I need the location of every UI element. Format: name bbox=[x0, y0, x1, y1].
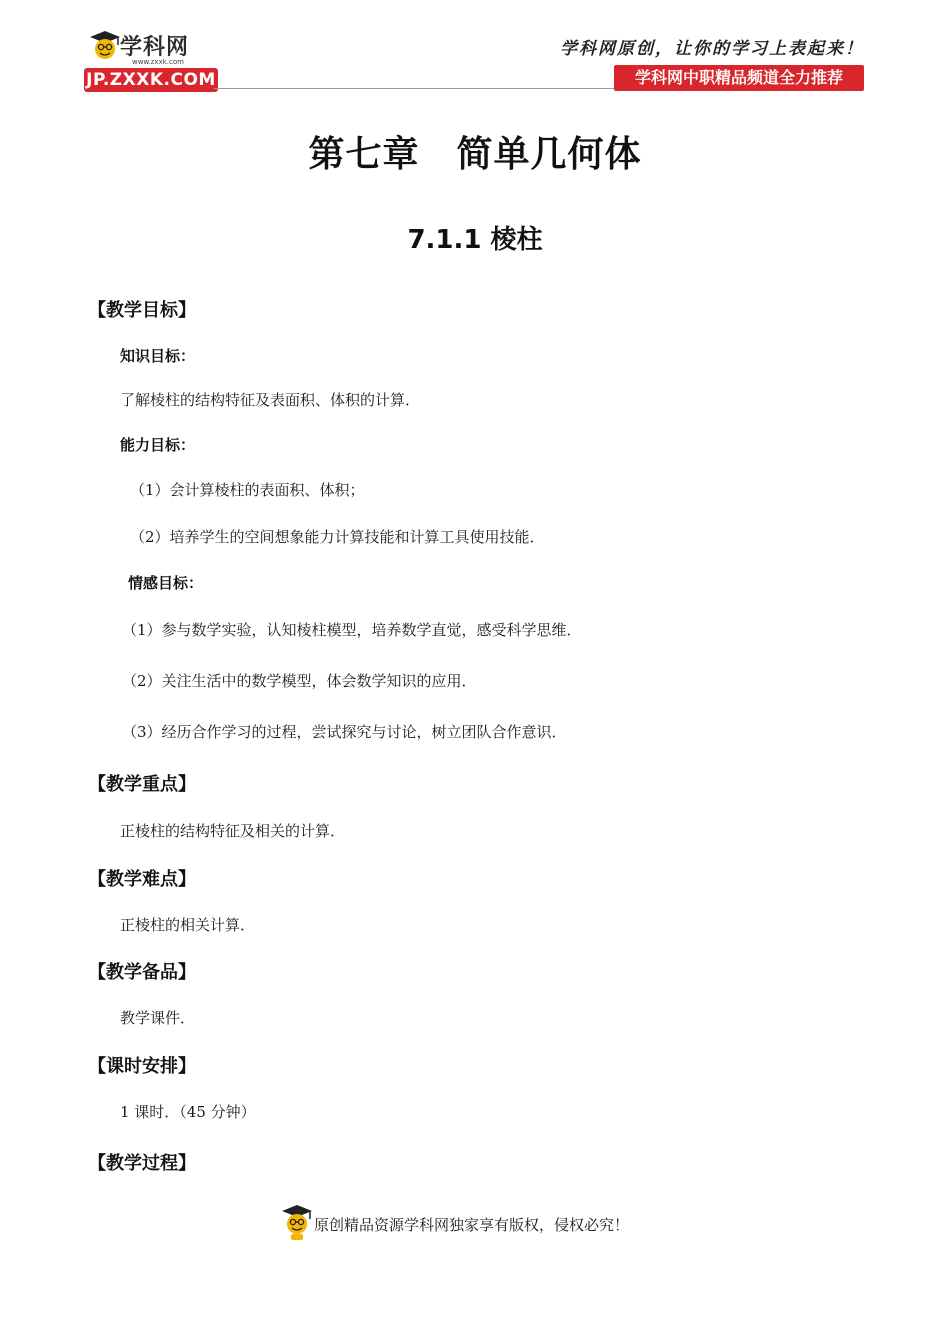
difficulties-text: 正棱柱的相关计算． bbox=[120, 916, 256, 934]
goals-heading: 【教学目标】 bbox=[88, 300, 196, 321]
emotion-goal-item: （3）经历合作学习的过程，尝试探究与讨论，树立团队合作意识． bbox=[122, 723, 567, 741]
page-header bbox=[0, 0, 950, 110]
ability-goal-label: 能力目标： bbox=[120, 436, 196, 454]
materials-heading: 【教学备品】 bbox=[88, 962, 196, 983]
process-heading: 【教学过程】 bbox=[88, 1153, 196, 1174]
header-slogan: 学科网原创，让你的学习上表起来！ bbox=[560, 39, 864, 59]
graduate-mascot-icon bbox=[280, 1202, 314, 1242]
chapter-title: 第七章 简单几何体 bbox=[308, 134, 642, 175]
emotion-goal-label: 情感目标： bbox=[128, 574, 204, 592]
header-divider bbox=[214, 88, 614, 89]
site-logo[interactable] bbox=[84, 24, 224, 96]
ability-goal-item: （1）会计算棱柱的表面积、体积； bbox=[130, 481, 365, 499]
knowledge-goal-item: 了解棱柱的结构特征及表面积、体积的计算． bbox=[120, 391, 421, 409]
logo-name: 学科网 bbox=[120, 35, 190, 60]
logo-badge: JP.ZXXK.COM bbox=[84, 68, 218, 92]
emotion-goal-item: （1）参与数学实验，认知棱柱模型，培养数学直觉，感受科学思维． bbox=[122, 621, 582, 639]
key-points-heading: 【教学重点】 bbox=[88, 774, 196, 795]
ability-goal-item: （2）培养学生的空间想象能力计算技能和计算工具使用技能． bbox=[130, 528, 545, 546]
key-points-text: 正棱柱的结构特征及相关的计算． bbox=[120, 822, 346, 840]
schedule-text: 1 课时．（45 分钟） bbox=[120, 1103, 256, 1121]
page-footer bbox=[280, 1200, 680, 1244]
difficulties-heading: 【教学难点】 bbox=[88, 869, 196, 890]
graduate-mascot-icon bbox=[88, 28, 122, 62]
section-title: 7.1.1 棱柱 bbox=[407, 225, 543, 255]
emotion-goal-item: （2）关注生活中的数学模型，体会数学知识的应用． bbox=[122, 672, 477, 690]
logo-url: www.zxxk.com bbox=[132, 58, 184, 66]
knowledge-goal-label: 知识目标： bbox=[120, 347, 196, 365]
copyright-notice: 原创精品资源学科网独家享有版权，侵权必究！ bbox=[314, 1216, 630, 1234]
materials-text: 教学课件． bbox=[120, 1009, 196, 1027]
schedule-heading: 【课时安排】 bbox=[88, 1056, 196, 1077]
promo-badge: 学科网中职精品频道全力推荐 bbox=[614, 65, 864, 91]
